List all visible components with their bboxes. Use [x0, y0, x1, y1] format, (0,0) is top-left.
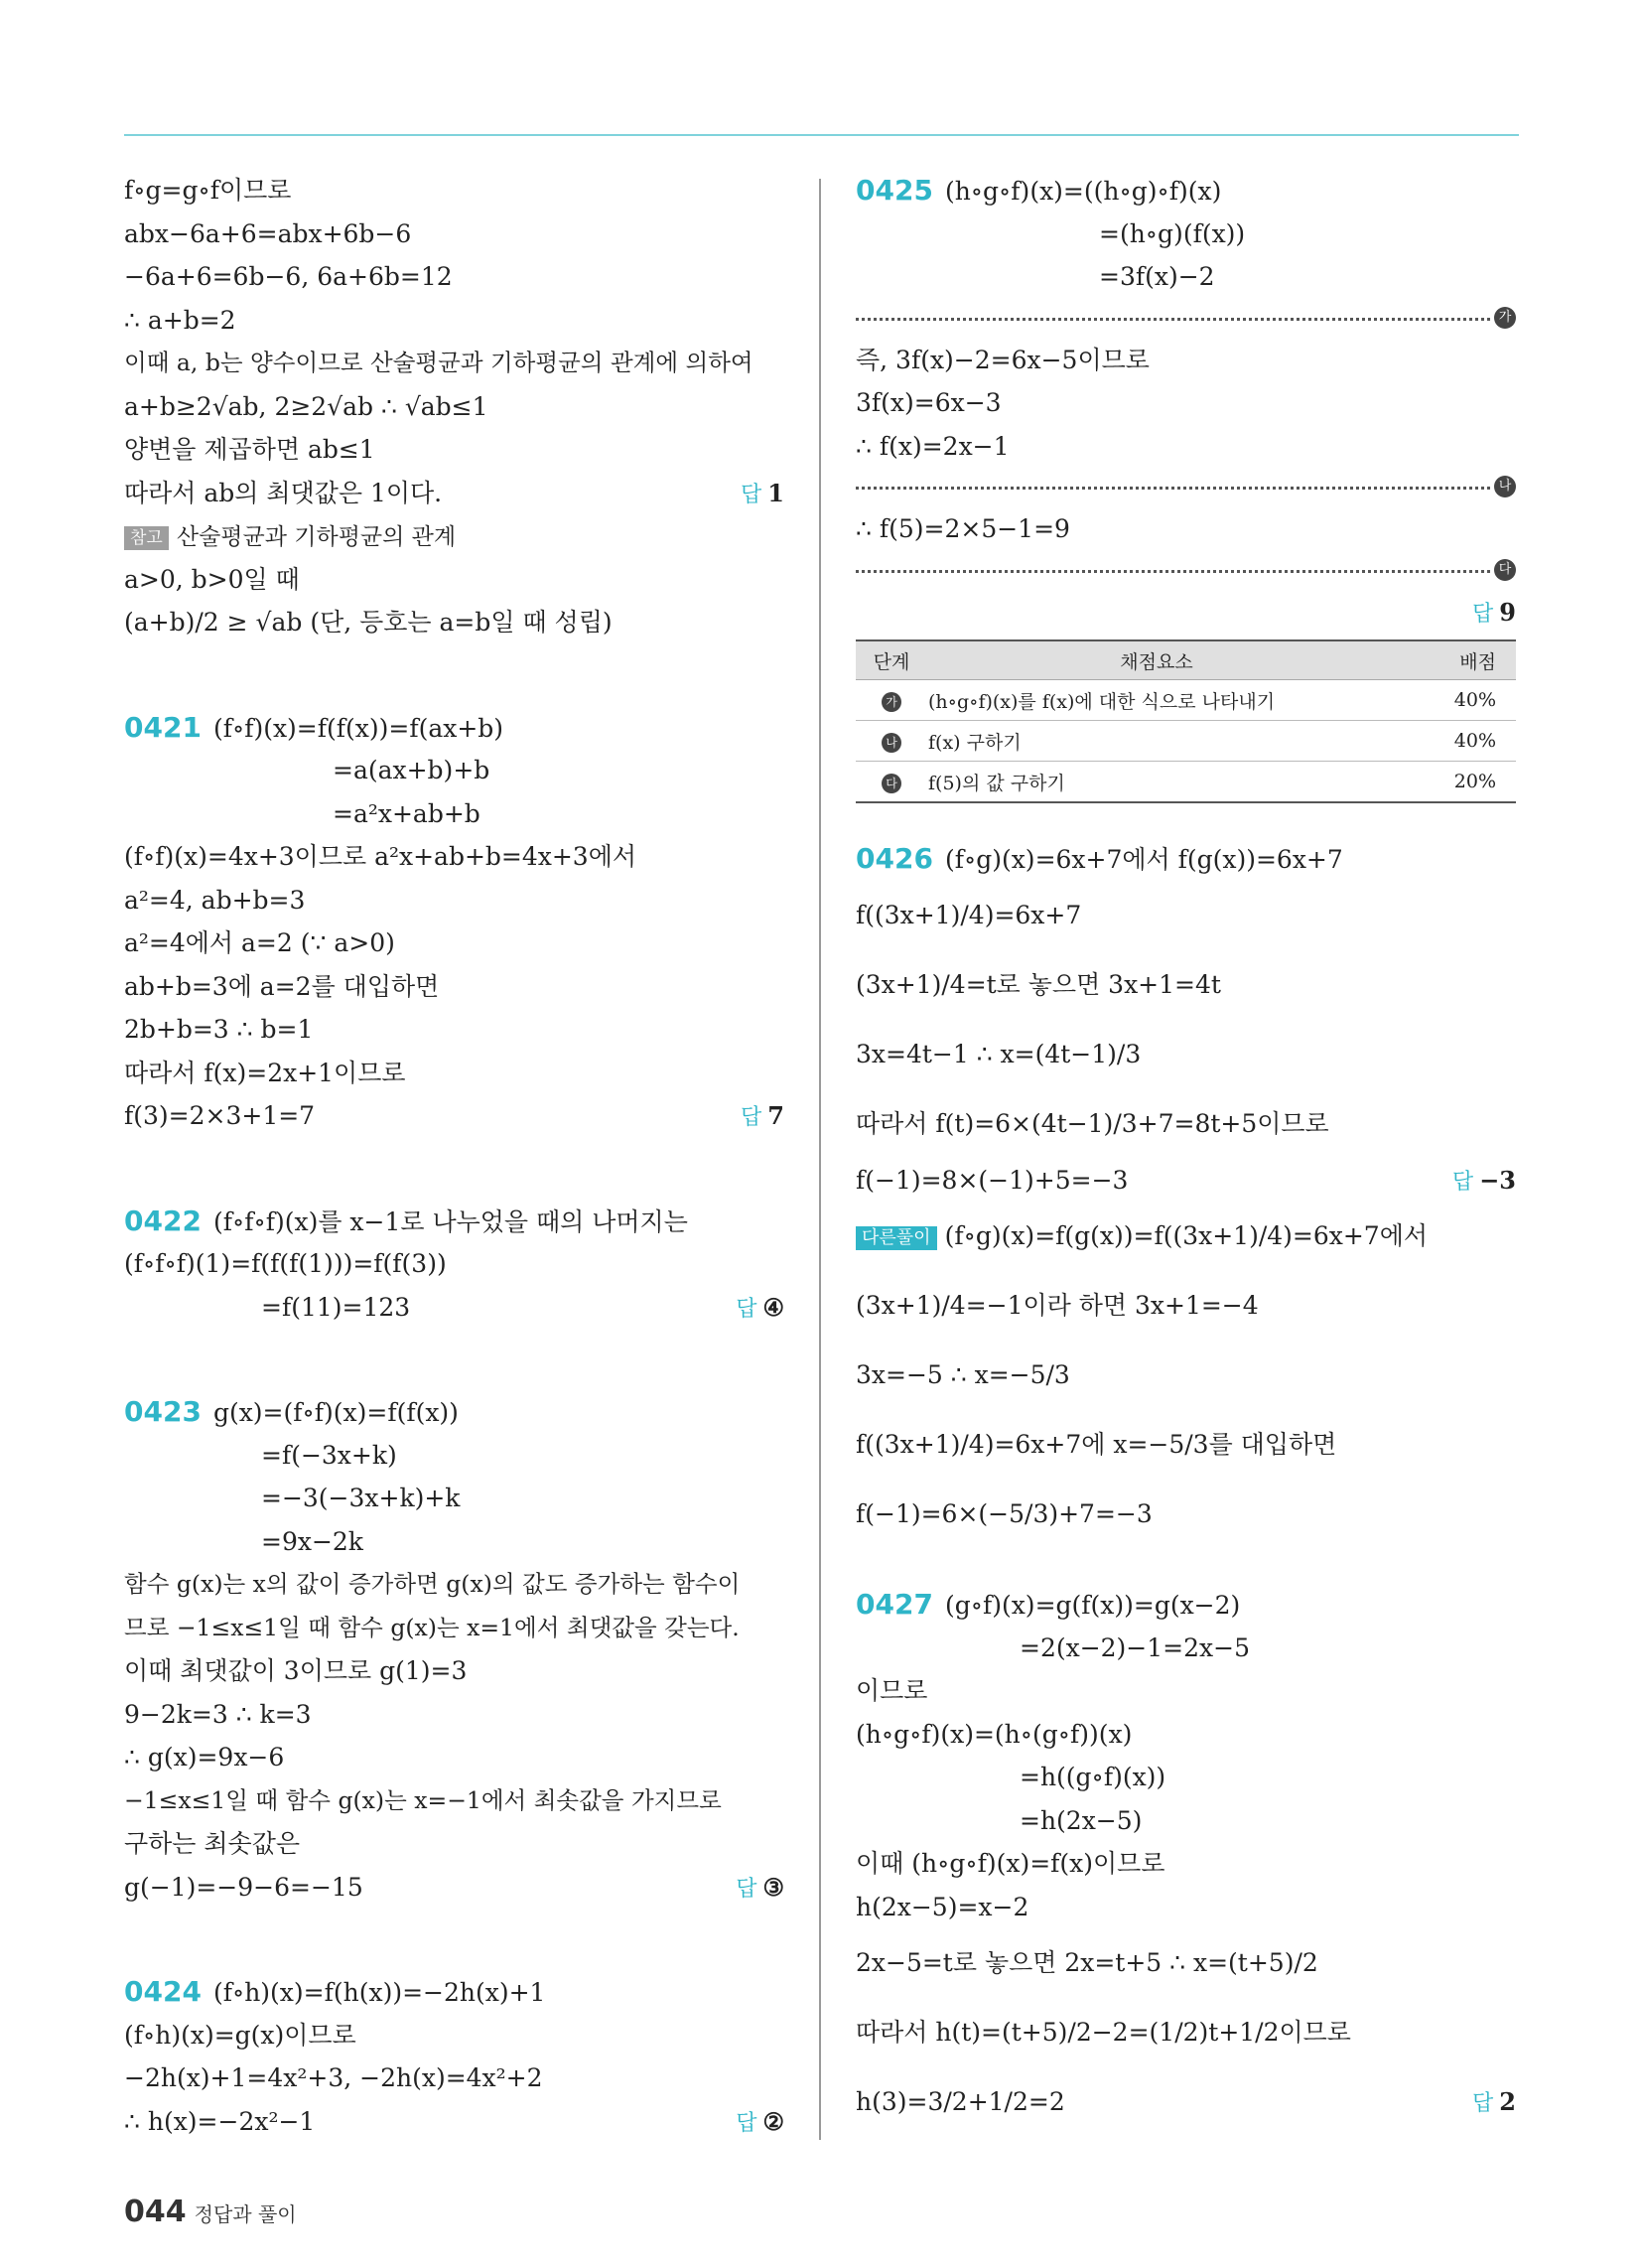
answer-mark: 답 ② — [736, 2106, 784, 2136]
answer-line — [856, 591, 1516, 635]
solution-line: (3x+1)/4=−1이라 하면 3x+1=−4 — [856, 1291, 1259, 1320]
solution-line: =a²x+ab+b — [333, 798, 480, 828]
solution-line: ∴ h(x)=−2x²−1 답 ② — [124, 2100, 784, 2144]
step-divider — [856, 299, 1516, 339]
answer-mark: 답 1 — [741, 478, 784, 507]
problem-0423: 0423 g(x)=(f∘f)(x)=f(f(x)) — [124, 1395, 459, 1428]
answer-mark: 답 −3 — [1451, 1165, 1516, 1195]
solution-line: =h(2x−5) — [1020, 1805, 1143, 1835]
header-step: 단계 — [856, 640, 927, 680]
table-cell: f(5)의 값 구하기 — [927, 762, 1386, 803]
solution-line: ab+b=3에 a=2를 대입하면 — [124, 971, 440, 1001]
solution-line: =3f(x)−2 — [1099, 262, 1215, 291]
step-marker: 다 — [882, 774, 901, 793]
note-line: a>0, b>0일 때 — [124, 564, 300, 594]
right-column — [856, 169, 1516, 2137]
table-cell: 40% — [1386, 721, 1516, 762]
solution-line: g(−1)=−9−6=−15 답 ③ — [124, 1866, 784, 1910]
solution-line: abx−6a+6=abx+6b−6 — [124, 218, 412, 248]
solution-line: 3x=4t−1 ∴ x=(4t−1)/3 — [856, 1039, 1142, 1068]
step-marker: 가 — [1494, 307, 1516, 329]
table-cell: f(x) 구하기 — [927, 721, 1386, 762]
answer-mark: 답 7 — [741, 1101, 784, 1130]
page-footer — [124, 2195, 297, 2229]
solution-line: 따라서 f(x)=2x+1이므로 — [124, 1058, 406, 1087]
problem-0424: 0424 (f∘h)(x)=f(h(x))=−2h(x)+1 — [124, 1975, 546, 2008]
solution-line: −1≤x≤1일 때 함수 g(x)는 x=−1에서 최솟값을 가지므로 — [124, 1785, 722, 1814]
solution-line: f((3x+1)/4)=6x+7에 x=−5/3를 대입하면 — [856, 1430, 1337, 1459]
solution-line: (3x+1)/4=t로 놓으면 3x+1=4t — [856, 969, 1221, 999]
header-item: 채점요소 — [927, 640, 1386, 680]
solution-line: =h((g∘f)(x)) — [1020, 1763, 1166, 1791]
solution-line: ∴ g(x)=9x−6 — [124, 1743, 285, 1772]
step-divider — [856, 551, 1516, 591]
solution-line: (h∘g∘f)(x)=(h∘(g∘f))(x) — [856, 1719, 1133, 1749]
solution-line: f(−1)=6×(−5/3)+7=−3 — [856, 1499, 1153, 1528]
solution-line: (f∘f)(x)=4x+3이므로 a²x+ab+b=4x+3에서 — [124, 842, 637, 871]
answer-mark: 답 ④ — [736, 1292, 784, 1322]
solution-line: ∴ f(5)=2×5−1=9 — [856, 514, 1070, 543]
table-cell: 20% — [1386, 762, 1516, 803]
step-marker: 가 — [882, 692, 901, 712]
solution-line: 따라서 ab의 최댓값은 1이다. 답 1 — [124, 472, 784, 515]
solution-line: =a(ax+b)+b — [333, 756, 490, 784]
problem-0426: 0426 (f∘g)(x)=6x+7에서 f(g(x))=6x+7 — [856, 842, 1343, 875]
solution-line: (f∘h)(x)=g(x)이므로 — [124, 2020, 356, 2050]
solution-line: f((3x+1)/4)=6x+7 — [856, 900, 1082, 929]
solution-line: 이때 (h∘g∘f)(x)=f(x)이므로 — [856, 1849, 1165, 1878]
solution-line: 9−2k=3 ∴ k=3 — [124, 1699, 312, 1729]
step-marker: 다 — [1494, 559, 1516, 581]
note-line: (a+b)/2 ≥ √ab (단, 등호는 a=b일 때 성립) — [124, 608, 613, 637]
page-number: 044 — [124, 2195, 187, 2229]
answer-mark: 답 9 — [1472, 597, 1516, 627]
solution-line: 이때 최댓값이 3이므로 g(1)=3 — [124, 1656, 468, 1685]
solution-line: 구하는 최솟값은 — [124, 1829, 300, 1858]
solution-line: f(−1)=8×(−1)+5=−3 답 −3 — [856, 1159, 1516, 1203]
alt-badge: 다른풀이 — [856, 1226, 937, 1250]
solution-line: ∴ a+b=2 — [124, 305, 236, 335]
solution-line: 2x−5=t로 놓으면 2x=t+5 ∴ x=(t+5)/2 — [856, 1948, 1318, 1977]
top-rule — [124, 134, 1519, 136]
solution-line: =9x−2k — [261, 1526, 363, 1556]
left-column — [124, 169, 784, 2143]
solution-line: 이때 a, b는 양수이므로 산술평균과 기하평균의 관계에 의하여 — [124, 349, 753, 376]
table-row — [856, 762, 1516, 803]
problem-0427: 0427 (g∘f)(x)=g(f(x))=g(x−2) — [856, 1588, 1241, 1621]
solution-line: 즉, 3f(x)−2=6x−5이므로 — [856, 345, 1150, 374]
solution-line: f(3)=2×3+1=7 답 7 — [124, 1094, 784, 1138]
problem-0422: 0422 (f∘f∘f)(x)를 x−1로 나누었을 때의 나머지는 — [124, 1204, 688, 1237]
solution-line: −2h(x)+1=4x²+3, −2h(x)=4x²+2 — [124, 2063, 543, 2092]
solution-line: 3x=−5 ∴ x=−5/3 — [856, 1360, 1070, 1389]
solution-line: =f(11)=123 답 ④ — [124, 1286, 784, 1330]
solution-line: =(h∘g)(f(x)) — [1099, 218, 1246, 248]
solution-line: 이므로 — [856, 1676, 928, 1705]
solution-line: 따라서 h(t)=(t+5)/2−2=(1/2)t+1/2이므로 — [856, 2018, 1351, 2047]
answer-mark: 답 2 — [1472, 2087, 1516, 2116]
table-row — [856, 721, 1516, 762]
solution-line: a²=4, ab+b=3 — [124, 885, 306, 915]
solution-line: 므로 −1≤x≤1일 때 함수 g(x)는 x=1에서 최댓값을 갖는다. — [124, 1613, 740, 1641]
solution-line: 2b+b=3 ∴ b=1 — [124, 1015, 314, 1044]
table-header — [856, 640, 1516, 680]
step-divider — [856, 468, 1516, 507]
solution-line: =f(−3x+k) — [261, 1440, 397, 1470]
table-row — [856, 680, 1516, 721]
solution-line: 3f(x)=6x−3 — [856, 388, 1002, 417]
scoring-table — [856, 639, 1516, 803]
step-marker: 나 — [1494, 476, 1516, 497]
solution-line: ∴ f(x)=2x−1 — [856, 431, 1010, 461]
note-heading: 참고 산술평균과 기하평균의 관계 — [124, 514, 784, 558]
solution-line: h(3)=3/2+1/2=2 답 2 — [856, 2067, 1516, 2137]
step-marker: 나 — [882, 733, 901, 753]
table-cell: 40% — [1386, 680, 1516, 721]
solution-line: 양변을 제곱하면 ab≤1 — [124, 435, 375, 464]
solution-line: a²=4에서 a=2 (∵ a>0) — [124, 928, 395, 957]
answer-mark: 답 ③ — [736, 1872, 784, 1902]
solution-line: (f∘f∘f)(1)=f(f(f(1)))=f(f(3)) — [124, 1249, 447, 1278]
column-divider — [819, 179, 821, 2140]
solution-line: h(2x−5)=x−2 — [856, 1892, 1029, 1921]
alt-solution-heading: 다른풀이 (f∘g)(x)=f(g(x))=f((3x+1)/4)=6x+7에서 — [856, 1202, 1516, 1271]
solution-line: −6a+6=6b−6, 6a+6b=12 — [124, 262, 453, 291]
header-score: 배점 — [1386, 640, 1516, 680]
footer-label: 정답과 풀이 — [194, 2202, 297, 2226]
solution-line: 함수 g(x)는 x의 값이 증가하면 g(x)의 값도 증가하는 함수이 — [124, 1570, 741, 1598]
problem-0425: 0425 (h∘g∘f)(x)=((h∘g)∘f)(x) — [856, 174, 1222, 207]
problem-0421: 0421 (f∘f)(x)=f(f(x))=f(ax+b) — [124, 710, 504, 744]
solution-line: f∘g=g∘f이므로 — [124, 176, 292, 205]
solution-line: 따라서 f(t)=6×(4t−1)/3+7=8t+5이므로 — [856, 1108, 1329, 1138]
note-badge: 참고 — [124, 526, 169, 550]
solution-line: =2(x−2)−1=2x−5 — [1020, 1632, 1250, 1662]
table-cell: (h∘g∘f)(x)를 f(x)에 대한 식으로 나타내기 — [927, 680, 1386, 721]
solution-line: a+b≥2√ab, 2≥2√ab ∴ √ab≤1 — [124, 391, 488, 421]
solution-line: =−3(−3x+k)+k — [261, 1484, 461, 1512]
